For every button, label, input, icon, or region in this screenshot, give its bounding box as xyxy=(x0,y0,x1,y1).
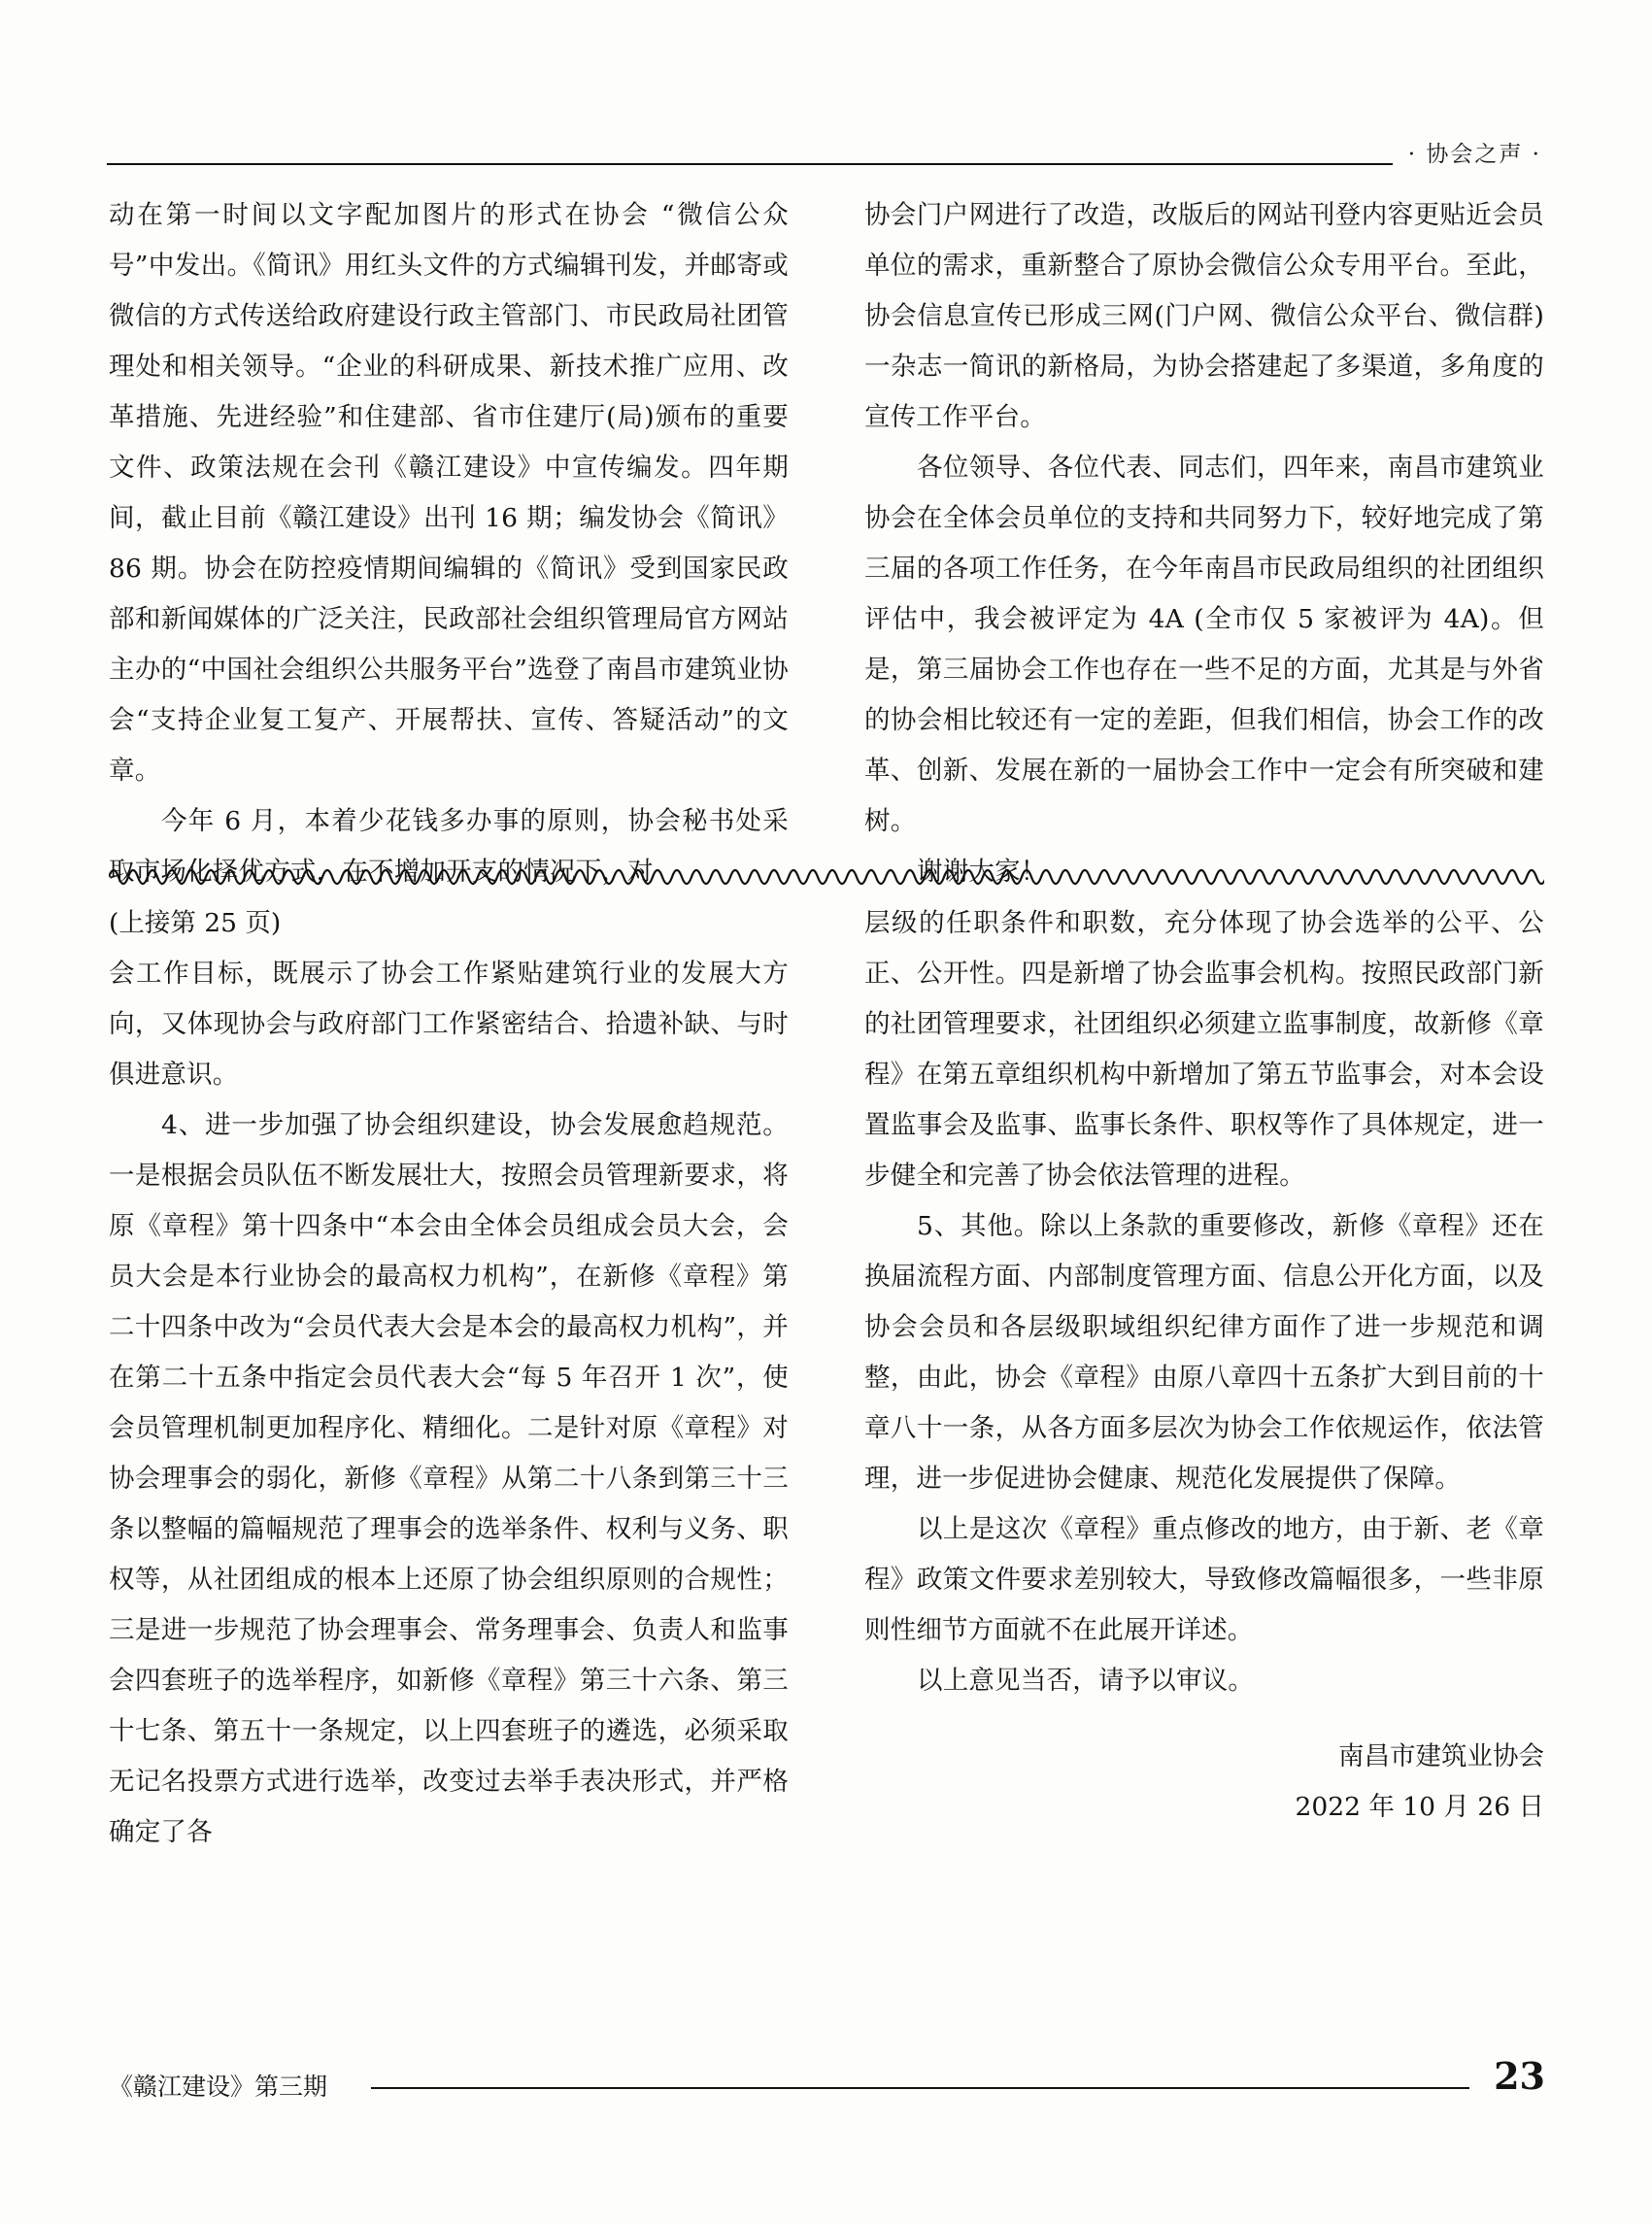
top-right-column xyxy=(864,190,1544,897)
paragraph: 层级的任职条件和职数，充分体现了协会选举的公平、公正、公开性。四是新增了协会监事会机构。按照民政部门新的社团管理要求，社团组织必须建立监事制度，故新修《章程》在第五章组织机构中新增加了第五节监事会，对本会设置监事会及监事、监事长条件、职权等作了具体规定，进一步健全和完善了协会依法管理的进程。 xyxy=(864,908,1544,1191)
paragraph: 会工作目标，既展示了协会工作紧贴建筑行业的发展大方向，又体现协会与政府部门工作紧密结合、拾遗补缺、与时俱进意识。 xyxy=(109,959,789,1090)
lower-right-column xyxy=(864,898,1544,1833)
paragraph: 5、其他。除以上条款的重要修改，新修《章程》还在换届流程方面、内部制度管理方面、信息公开化方面，以及协会会员和各层级职域组织纪律方面作了进一步规范和调整，由此，协会《章程》由原八章四十五条扩大到目前的十章八十一条，从各方面多层次为协会工作依规运作，依法管理，进一步促进协会健康、规范化发展提供了保障。 xyxy=(864,1211,1544,1494)
header-rule xyxy=(107,163,1545,165)
signature-block xyxy=(864,1732,1544,1833)
paragraph: 以上意见当否，请予以审议。 xyxy=(917,1666,1255,1696)
signature-date: 2022 年 10 月 26 日 xyxy=(1295,1792,1544,1822)
paragraph: 协会门户网进行了改造，改版后的网站刊登内容更贴近会员单位的需求，重新整合了原协会微信公众专用平台。至此，协会信息宣传已形成三网(门户网、微信公众平台、微信群)一杂志一简讯的新格局，为协会搭建起了多渠道，多角度的宣传工作平台。 xyxy=(864,200,1544,432)
page-number: 23 xyxy=(1494,2054,1545,2098)
top-article xyxy=(109,190,1544,897)
paragraph: 谢谢大家！ xyxy=(917,857,1047,887)
paragraph: 动在第一时间以文字配加图片的形式在协会 “微信公众号”中发出。《简讯》用红头文件的方式编辑刊发，并邮寄或微信的方式传送给政府建设行政主管部门、市民政局社团管理处和相关领导。“企业的科研成果、新技术推广应用、改革措施、先进经验”和住建部、省市住建厅(局)颁布的重要文件、政策法规在会刊《赣江建设》中宣传编发。四年期间，截止目前《赣江建设》出刊 16 期；编发协会《简讯》86 期。协会在防控疫情期间编辑的《简讯》受到国家民政部和新闻媒体的广泛关注，民政部社会组织管理局官方网站主办的“中国社会组织公共服务平台”选登了南昌市建筑业协会“支持企业复工复产、开展帮扶、宣传、答疑活动”的文章。 xyxy=(109,200,789,786)
paragraph: 以上是这次《章程》重点修改的地方，由于新、老《章程》政策文件要求差别较大，导致修改篇幅很多，一些非原则性细节方面就不在此展开详述。 xyxy=(864,1514,1544,1645)
lower-left-column xyxy=(109,898,789,1858)
continuation-note: (上接第 25 页) xyxy=(109,908,282,938)
running-head: · 协会之声 · xyxy=(1393,136,1545,168)
publication-name: 《赣江建设》第三期 xyxy=(109,2068,337,2103)
page-footer xyxy=(109,2054,1545,2110)
paragraph: 今年 6 月，本着少花钱多办事的原则，协会秘书处采取市场化择优方式，在不增加开支的情况下，对 xyxy=(109,806,789,887)
wavy-divider xyxy=(109,860,1544,885)
page-header xyxy=(107,136,1545,175)
paragraph: 4、进一步加强了协会组织建设，协会发展愈趋规范。一是根据会员队伍不断发展壮大，按照会员管理新要求，将原《章程》第十四条中“本会由全体会员组成会员大会，会员大会是本行业协会的最高权力机构”，在新修《章程》第二十四条中改为“会员代表大会是本会的最高权力机构”，并在第二十五条中指定会员代表大会“每 5 年召开 1 次”，使会员管理机制更加程序化、精细化。二是针对原《章程》对协会理事会的弱化，新修《章程》从第二十八条到第三十三条以整幅的篇幅规范了理事会的选举条件、权利与义务、职权等，从社团组成的根本上还原了协会组织原则的合规性；三是进一步规范了协会理事会、常务理事会、负责人和监事会四套班子的选举程序，如新修《章程》第三十六条、第三十七条、第五十一条规定，以上四套班子的遴选，必须采取无记名投票方式进行选举，改变过去举手表决形式，并严格确定了各 xyxy=(109,1110,789,1847)
paragraph: 各位领导、各位代表、同志们，四年来，南昌市建筑业协会在全体会员单位的支持和共同努力下，较好地完成了第三届的各项工作任务，在今年南昌市民政局组织的社团组织评估中，我会被评定为 4A (全市仅 5 家被评为 4A)。但是，第三届协会工作也存在一些不足的方面，尤其是与外省的协会相比较还有一定的差距，但我们相信，协会工作的改革、创新、发展在新的一届协会工作中一定会有所突破和建树。 xyxy=(864,453,1544,836)
footer-rule xyxy=(371,2087,1469,2089)
top-left-column xyxy=(109,190,789,897)
signature-organization: 南昌市建筑业协会 xyxy=(1338,1741,1544,1771)
lower-article xyxy=(109,898,1544,1858)
